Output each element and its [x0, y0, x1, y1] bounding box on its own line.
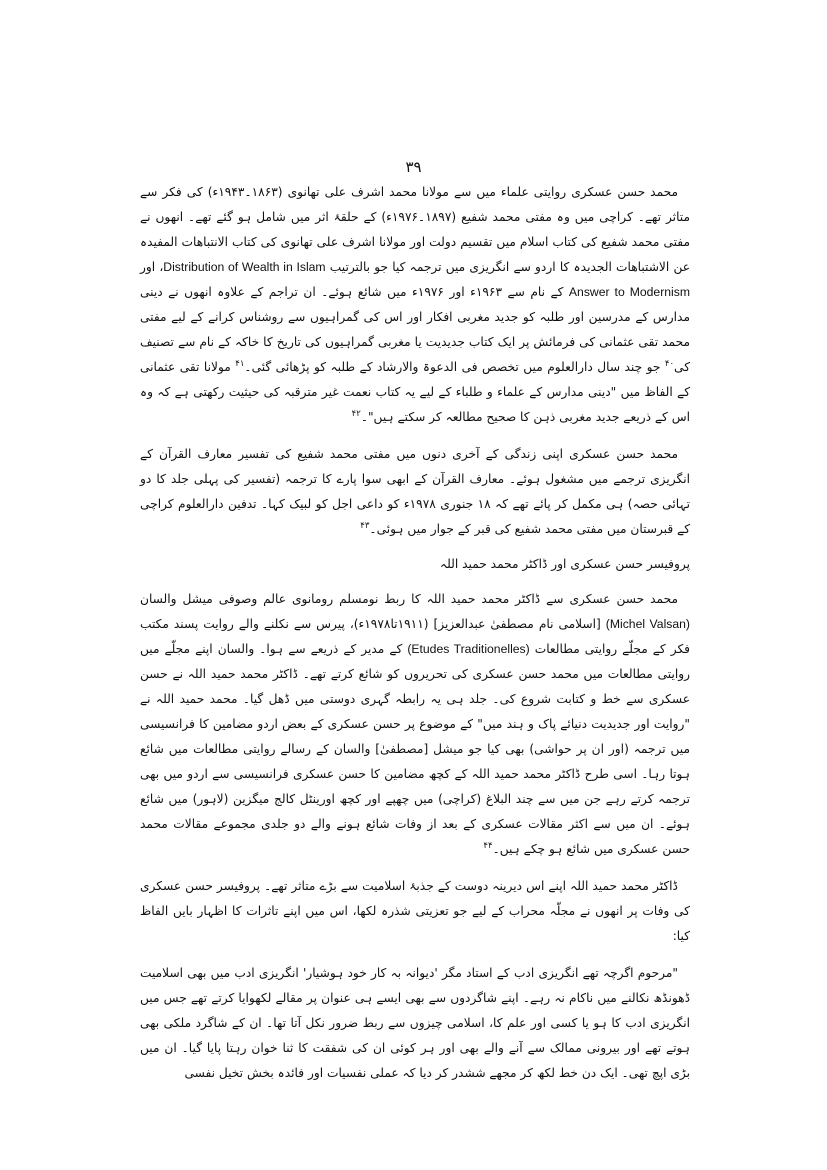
paragraph-5: [140, 961, 690, 1086]
footnote-marker: ۴۲: [351, 408, 361, 419]
latin-title: Distribution of Wealth in Islam: [163, 260, 326, 274]
footnote-marker: ۴۱: [235, 358, 245, 369]
text-run: محمد حسن عسکری روایتی علماء میں سے مولانا محمد اشرف علی تھانوی (۱۸۶۳۔۱۹۴۳ء) کی فکر سے متاثر تھے۔ کراچی میں وہ مفتی محمد شفیع (۱۸۹۷۔۱۹۷۶ء) کے حلقۂ اثر میں شامل ہو گئے تھے۔ انھوں نے مفتی محمد شفیع کی کتاب اسلام میں تقسیم دولت اور مولانا اشرف علی تھانوی کی کتاب الانتباهات المفیدہ عن الاشتباهات الجدیدہ کا اردو سے انگریزی میں ترجمہ کیا جو بالترتیب: [140, 185, 691, 274]
text-run: "مرحوم اگرچہ تھے انگریزی ادب کے استاد مگر 'دیوانہ بہ کار خود ہوشیار' انگریزی ادب میں بھی اسلامیت ڈھونڈھ نکالنے میں ناکام نہ رہے۔ اپنے شاگردوں سے بھی ایسے ہی عنوان پر مقالے لکھوایا کرتے تھے جس میں انگریزی ادب کا ہو یا کسی اور علم کا، اسلامی چیزوں سے ربط ضرور نکل آتا تھا۔ ان کے شاگرد ملکی بھی ہوتے تھے اور بیرونی ممالک سے آنے والے بھی اور ہر کوئی ان کی شفقت کا ثنا خوان رہتا پایا گیا۔ ان میں بڑی اپچ تھی۔ ایک دن خط لکھ کر مجھے ششدر کر دیا کہ عملی نفسیات اور فائدہ بخش تخیل نفسی: [140, 966, 690, 1080]
footnote-marker: ۴۴: [483, 840, 493, 851]
paragraph-2: [140, 442, 690, 542]
footnote-marker: ۴۳: [360, 520, 370, 531]
section-heading: [140, 552, 690, 577]
text-run: محمد حسن عسکری سے ڈاکٹر محمد حمید اللہ کا ربط نومسلم رومانوی عالم وصوفی میشل والسان: [140, 592, 678, 606]
latin-title: (Michel Valsan): [605, 617, 690, 631]
text-run: پروفیسر حسن عسکری اور ڈاکٹر محمد حمید اللہ: [440, 557, 690, 571]
paragraph-1: [140, 180, 690, 430]
text-run: ڈاکٹر محمد حمید اللہ اپنے اس دیرینہ دوست کے جذبۂ اسلامیت سے بڑے متاثر تھے۔ پروفیسر حسن عسکری کی وفات پر انھوں نے مجلّہ محراب کے لیے جو تعزیتی شذرہ لکھا، اس میں اپنے تاثرات کا اظہار بایں الفاظ کیا:: [140, 879, 690, 943]
page-number: ۳۹: [405, 158, 422, 176]
text-run: کے نام سے ۱۹۶۳ء اور ۱۹۷۶ء میں شائع ہوئے۔ ان تراجم کے علاوہ انھوں نے دینی مدارس کے مدرسین اور طلبہ کو جدید مغربی افکار اور اس کی گمراہیوں سے روشناس کرانے کے لیے مفتی محمد تقی عثمانی کی فرمائش پر ایک کتاب جدیدیت یا مغربی گمراہیوں کی تاریخ کا خاکہ کے نام سے تصنیف کی: [140, 285, 690, 374]
latin-title: Answer to Modernism: [568, 285, 690, 299]
paragraph-4: [140, 874, 690, 949]
text-run: [اسلامی نام مصطفیٰ عبدالعزیز] (۱۹۱۱تا۱۹۷۸ء)، پیرس سے نکلنے والے روایت پسند مکتب فکر کے مجلّے روایتی مطالعات: [140, 617, 690, 656]
body-text: [140, 180, 690, 1086]
footnote-marker: ۴۰: [664, 358, 675, 369]
paragraph-3: [140, 587, 690, 862]
text-run: مولانا تقی عثمانی کے الفاظ میں "دینی مدارس کے علماء و طلباء کے لیے یہ کتاب نعمت غیر مترقبہ کی حیثیت رکھتی ہے کہ وہ اس کے ذریعے جدید مغربی ذہن کا صحیح مطالعہ کر سکتے ہیں"۔: [140, 360, 690, 424]
text-run: کے مدیر کے ذریعے سے ہوا۔ والسان اپنے مجلّے میں روایتی مطالعات میں محمد حسن عسکری کی تحریروں کو شائع کرتے تھے۔ ڈاکٹر محمد حمید اللہ نے حسن عسکری سے خط و کتابت شروع کی۔ جلد ہی یہ رابطہ گہری دوستی میں ڈھل گیا۔ محمد حمید اللہ نے "روایت اور جدیدیت دنیائے پاک و ہند میں" کے موضوع پر حسن عسکری کے بعض اردو مضامین کا فرانسیسی میں ترجمہ (اور ان پر حواشی) بھی کیا جو میشل [مصطفیٰ] والسان کے رسالے روایتی مطالعات میں شائع ہوتا رہا۔ اسی طرح ڈاکٹر محمد حمید اللہ کے کچھ مضامین کا حسن عسکری فرانسیسی سے اردو میں بھی ترجمہ کرتے رہے جن میں سے چند البلاغ (کراچی) میں چھپے اور کچھ اورینٹل کالج میگزین (لاہور) میں شائع ہوئے۔ ان میں سے اکثر مقالات عسکری کے بعد از وفات شائع ہونے والے دو جلدی مجموعے مقالات محمد حسن عسکری میں شائع ہو چکے ہیں۔: [140, 642, 690, 856]
latin-title: (Etudes Traditionelles): [407, 642, 530, 656]
text-run: ، اور: [140, 260, 164, 274]
text-run: محمد حسن عسکری اپنی زندگی کے آخری دنوں میں مفتی محمد شفیع کی تفسیر معارف القرآن کے انگریزی ترجمے میں مشغول ہوئے۔ معارف القرآن کے ابھی سوا پارے کا ترجمہ (تفسیر کی پہلی جلد کا دو تہائی حصہ) ہی مکمل کر پائے تھے کہ ۱۸ جنوری ۱۹۷۸ء کو داعی اجل کو لبیک کہا۔ تدفین دارالعلوم کراچی کے قبرستان میں مفتی محمد شفیع کی قبر کے جوار میں ہوئی۔: [140, 447, 690, 536]
text-run: جو چند سال دارالعلوم میں تخصص فی الدعوۃ والارشاد کے طلبہ کو پڑھائی گئی۔: [244, 360, 665, 374]
